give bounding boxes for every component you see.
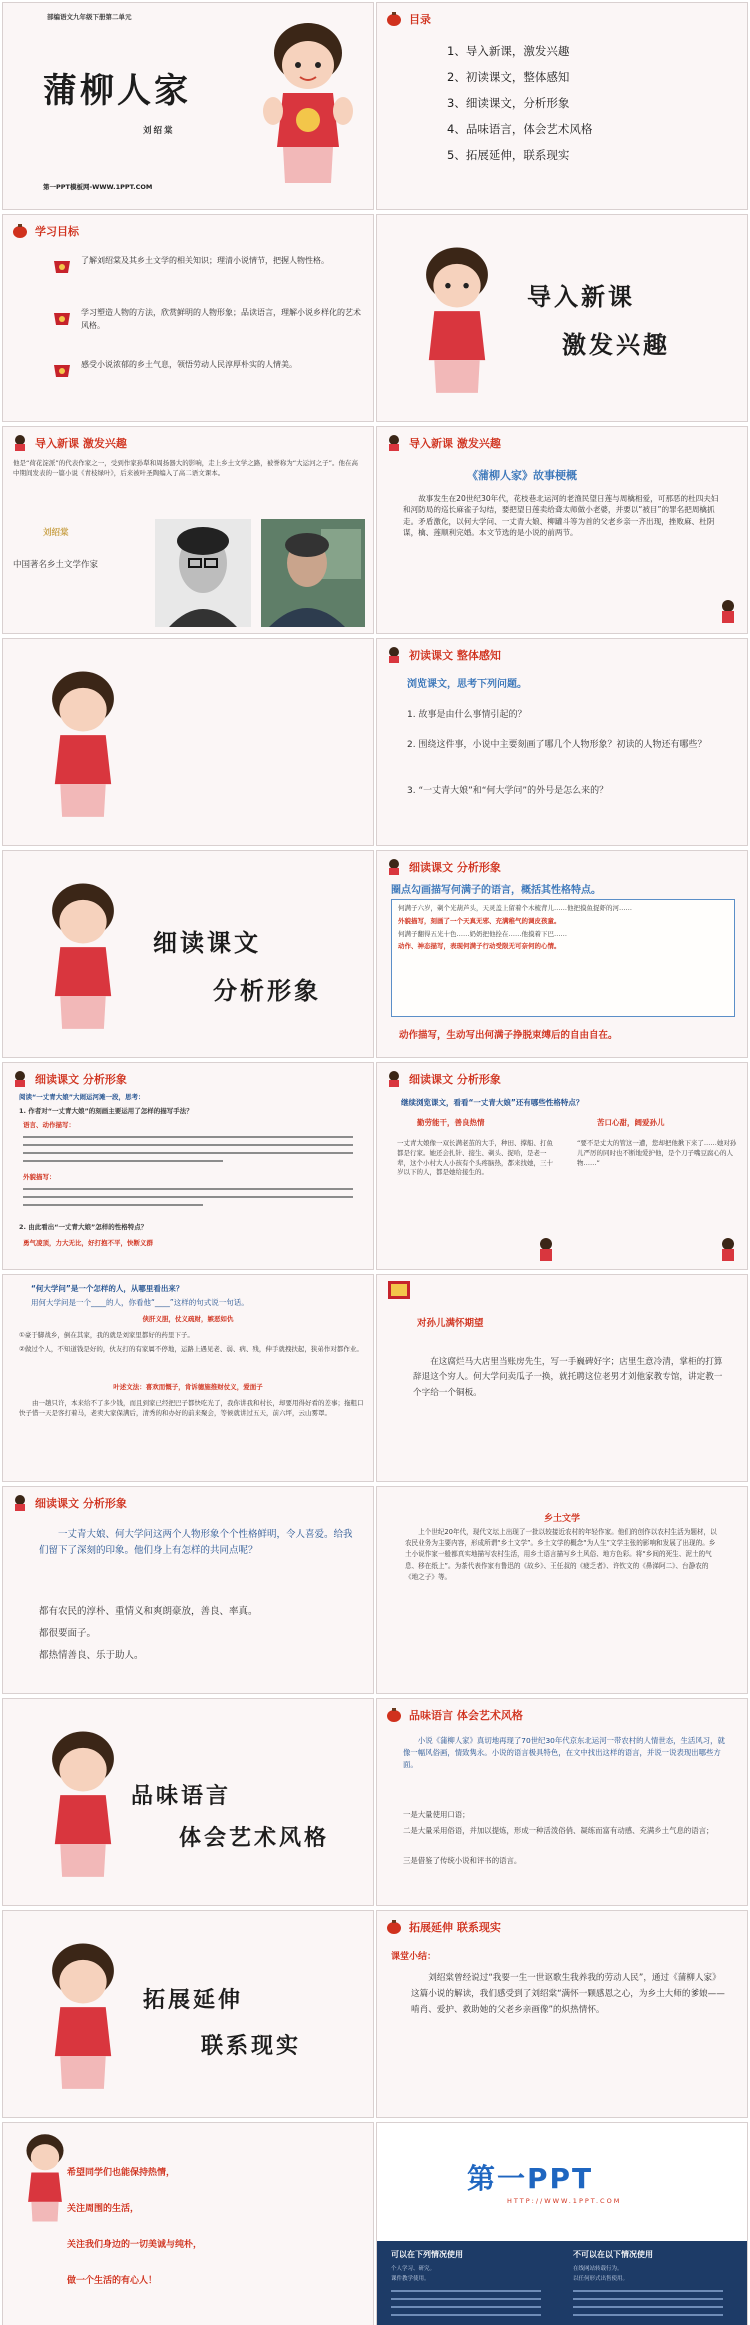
toc-header <box>385 9 739 29</box>
heman-quote: 何满子六岁，剃个光葫芦头，天灵盖上留着个木梳背儿……他把摸鱼捉虾的河…… <box>398 904 632 912</box>
slide-local-literature[interactable] <box>376 1486 748 1694</box>
toc-header-label: 目录 <box>409 12 431 26</box>
book-icon <box>385 1275 415 1303</box>
toc-item[interactable]: 1、导入新课，激发兴趣 <box>447 44 570 58</box>
forbidden-heading: 不可以在以下情况使用 <box>573 2250 653 2259</box>
author-name: 刘绍棠 <box>43 528 69 538</box>
slide-section-intro[interactable] <box>376 214 748 422</box>
slide-toc[interactable] <box>376 2 748 210</box>
slide-hedaxuewen-2[interactable] <box>376 1274 748 1482</box>
toc-item[interactable]: 2、初读课文，整体感知 <box>447 70 570 84</box>
heman-conclusion: 动作描写，生动写出何满子挣脱束缚后的自由自在。 <box>399 1030 618 1041</box>
slide-common-traits[interactable] <box>2 1486 374 1694</box>
author-intro: 他是“荷花淀派”的代表作家之一，受到作家孙犁和周扬器大的影响，走上乡土文学之路，被誉称为“大运河之子”。他在高中期间发表的一篇小说《青枝绿叶》，后来被叶圣陶编入了高二语文课本。 <box>13 459 358 477</box>
slide-summary[interactable] <box>376 1910 748 2118</box>
language-header <box>385 1705 739 1725</box>
hdx1-answer: 侠肝义胆，仗义疏财，嫉恶如仇 <box>142 1315 234 1323</box>
section-line1: 拓展延伸 <box>143 1987 244 2013</box>
goals-header <box>11 221 365 241</box>
slide-synopsis[interactable] <box>376 426 748 634</box>
allowed-item: 个人学习、研究。 <box>391 2266 436 2272</box>
author-header <box>11 433 365 453</box>
yzq2-header <box>385 1069 739 1089</box>
section-line1: 导入新课 <box>527 282 635 311</box>
link-list-lines <box>391 2287 731 2323</box>
author-header-label: 导入新课 激发兴趣 <box>35 436 127 450</box>
trait-item: 都很要面子。 <box>39 1628 97 1639</box>
goal-badge-icon <box>51 255 73 277</box>
hdx1-point1: ①豪于脚战乡，倒在其家，我的就是刘家里都好的药里下子。 <box>19 1331 194 1339</box>
goal-item <box>51 255 361 277</box>
hdx1-point3: 由一趟只许，本来给不了多少钱，而且到家已经把巴子都快吃光了，我你讲我和村长，却要用得好看的差事；拖粗口快子惜一天是客打着马，老卖大家保满后，清秀的和办好的前来聚会，等候就讲过五天，前六坪，云山雾罩。 <box>19 1399 364 1417</box>
slide-language-style[interactable] <box>376 1698 748 1906</box>
yzq2-left-title: 勤劳能干，善良热情 <box>417 1118 485 1127</box>
section-line1: 细读课文 <box>153 928 261 957</box>
traits-lead: 一丈青大娘、何大学问这两个人物形象个个性格鲜明，令人喜爱。给我们留下了深刻的印象。他们身上有怎样的共同点呢？ <box>39 1529 353 1556</box>
allowed-item: 课件教学使用。 <box>391 2276 430 2282</box>
trait-item: 都热情善良、乐于助人。 <box>39 1650 144 1661</box>
cover-top-note: 部编语文九年级下册第二单元 <box>47 13 132 21</box>
doll-small-icon <box>11 434 29 452</box>
closing-line: 关注我们身边的一切美诚与纯朴， <box>67 2240 203 2250</box>
first-reading-header <box>385 645 739 665</box>
doll-icon <box>407 237 507 407</box>
language-lead: 小说《蒲柳人家》真切地再现了70世纪30年代京东北运河一带农村的人情世态，生活风习，就像一幅风俗画，情致隽永。小说的语言极具特色，在文中找出这样的语言，并说一说表现出哪些方面。 <box>403 1736 725 1770</box>
closing-line: 做一个生活的有心人！ <box>67 2276 158 2286</box>
slide-template-info[interactable] <box>376 2122 748 2325</box>
goal-text: 了解刘绍棠及其乡土文学的相关知识；理清小说情节，把握人物性格。 <box>81 256 329 265</box>
goal-badge-icon <box>51 307 73 329</box>
forbidden-item: 以任何形式出售使用。 <box>573 2276 629 2282</box>
doll-small-icon <box>385 858 403 876</box>
slide-closing[interactable] <box>2 2122 374 2325</box>
doll-small-icon <box>385 1070 403 1088</box>
info-panel <box>377 2241 747 2325</box>
first-reading-header-label: 初读课文 整体感知 <box>409 648 501 662</box>
goal-item <box>51 359 361 381</box>
heman-note-action: 动作、神态描写，表现何满子行动受限无可奈何的心情。 <box>398 942 561 951</box>
trait-item: 都有农民的淳朴、重情义和爽朗豪放，善良、率真。 <box>39 1606 258 1617</box>
doll-small-icon <box>11 1070 29 1088</box>
section-line2: 分析形象 <box>213 976 321 1005</box>
toc-item[interactable]: 5、拓展延伸，联系现实 <box>447 148 570 162</box>
hdx1-point2: ②做过个人，不知道钱是好的，伙友打的有家属不停地，运路上遇见老、弱、病、残，伸手就拽扶起，狭弟作对都作业。 <box>19 1345 363 1353</box>
yzq2-header-label: 细读课文 分析形象 <box>409 1072 501 1086</box>
section-line2: 激发兴趣 <box>562 330 670 359</box>
doll-small-icon <box>385 434 403 452</box>
yzq2-right-text: “要不是丈大的管这一遭，您却把他揪下来了……她对孙儿严厉的同时也不断地爱护他，是个刀子嘴豆腐心的人物……” <box>577 1139 737 1167</box>
doll-icon <box>33 1721 133 1891</box>
slide-author[interactable] <box>2 426 374 634</box>
slide-yizhangqing-1[interactable] <box>2 1062 374 1270</box>
doll-icon <box>33 661 133 831</box>
doll-small-icon <box>537 1237 555 1263</box>
section-line2: 联系现实 <box>201 2033 302 2059</box>
slide-hedaxuewen-1[interactable] <box>2 1274 374 1482</box>
section-line2: 体会艺术风格 <box>179 1825 330 1851</box>
yzq1-text-lines <box>23 1133 359 1167</box>
yzq2-right-title: 苦口心甜，阔爱孙儿 <box>597 1118 665 1127</box>
language-point: 三是借鉴了传统小说和评书的语言。 <box>403 1856 522 1865</box>
slide-heman-zi[interactable] <box>376 850 748 1058</box>
lantern-icon <box>385 1706 403 1724</box>
summary-body: 刘绍棠曾经说过“我要一生一世讴歌生我养我的劳动人民”，通过《蒲柳人家》这篇小说的解读，我们感受到了刘绍棠“满怀一颗感恩之心，为乡土大师的爹娘——啃肖、爱护、救助她的父老乡亲画像”的炽热情怀。 <box>411 1973 725 2015</box>
section-line1: 品味语言 <box>131 1783 232 1809</box>
synopsis-body: 故事发生在20世纪30年代，花枝巷北运河的老渔民望日莲与周檎相爱，可那恶的杜四夫妇和河防局的巡长麻雀子勾结，要把望日莲卖给聋太师做小老婆，并要以“被目”的罪名把周檎抓走。矛盾激化，以何大学问、一丈青大娘、柳罐斗等为首的父老乡亲一齐出现，挫败麻、杜阴谋，檎、莲顺利完婚。本文节选的是小说的前两节。 <box>403 494 719 538</box>
slide-goals[interactable] <box>2 214 374 422</box>
heman-quote-box <box>391 899 735 1017</box>
slide-first-reading[interactable] <box>376 638 748 846</box>
allowed-heading: 可以在下列情况使用 <box>391 2250 463 2259</box>
cover-title: 蒲柳人家 <box>43 71 191 111</box>
yzq1-a1: 语言、动作描写： <box>23 1121 75 1129</box>
yzq2-left-text: 一丈青大娘像一双长满老茧的大手，种田、撑船、打鱼都是行家。她还会扎针、接生、剃头、捉哈，是老一辈，这个小村大人小孩有个头疼脑热，都来找她，三十岁以下的人，都是她给接生的。 <box>397 1139 553 1177</box>
language-point: 二是大量采用俗语，并加以提炼，形成一种活泼俗俏、凝练而富有动感、充满乡土气息的语言； <box>403 1826 714 1835</box>
toc-item[interactable]: 4、品味语言，体会艺术风格 <box>447 122 593 136</box>
hdx1-fill: 用何大学问是一个____的人，你看他“____”这样的句式说一句话。 <box>31 1298 249 1307</box>
doll-icon <box>33 873 133 1043</box>
doll-icon <box>33 1933 133 2103</box>
doll-small-icon <box>11 1494 29 1512</box>
lantern-icon <box>385 10 403 28</box>
goal-item <box>51 307 361 333</box>
synopsis-subtitle: 《蒲柳人家》故事梗概 <box>467 469 577 482</box>
closing-line: 关注周围的生活， <box>67 2204 140 2214</box>
summary-subtitle: 课堂小结： <box>391 1952 437 1962</box>
doll-small-icon <box>385 646 403 664</box>
yzq1-text-lines-2 <box>23 1185 359 1211</box>
lantern-icon <box>385 1918 403 1936</box>
goal-badge-icon <box>51 359 73 381</box>
heman-detail: 何满子翻得五光十色……奶奶把他拴在……他摸着下巴…… <box>398 929 567 938</box>
slide-yizhangqing-2[interactable] <box>376 1062 748 1270</box>
yzq1-a3: 勇气凌顶，力大无比，好打抱不平，快断义群 <box>23 1239 153 1247</box>
author-photo-old <box>261 519 365 627</box>
first-reading-prompt: 浏览课文，思考下列问题。 <box>407 679 527 690</box>
hdx1-answer2: 叶述文法：喜欢而慨子，肯诉德施推财仗义，爱面子 <box>113 1383 263 1391</box>
local-lit-body: 上个世纪20年代，现代文坛上出现了一批以较接近农村的年轻作家。他们的创作以农村生活为题材，以农民业务为主要内容，形成所谓“乡土文学”。乡土文学的概念“为人生”文学主张的影响和发展了出现的。乡土小说作家一般都真实地描写农村生活，用乡土语言描写乡土风俗、地方色彩。将“乡间的死生、泥土的气息、移在纸上”。为茶代表作家有鲁迅的《故乡》、王任叔的《疲乏者》、许钦文的《鼻涕阿二》、台静农的《地之子》等。 <box>405 1528 717 1581</box>
yzq1-a2: 外貌描写： <box>23 1173 56 1181</box>
slide-section-reading[interactable] <box>2 638 374 846</box>
heman-prompt: 圈点勾画描写何满子的语言，概括其性格特点。 <box>391 885 601 896</box>
ppt-url[interactable]: HTTP://WWW.1PPT.COM <box>507 2197 622 2205</box>
goal-text: 感受小说浓郁的乡土气息，领悟劳动人民淳厚朴实的人情美。 <box>81 360 297 369</box>
ppt-logo: 第一PPT <box>467 2162 594 2195</box>
slide-cover[interactable] <box>2 2 374 210</box>
forbidden-item: 在线网站转载行为。 <box>573 2266 623 2272</box>
lantern-icon <box>11 222 29 240</box>
slide-section-language[interactable] <box>2 1698 374 1906</box>
author-photo-young <box>155 519 251 627</box>
goal-text: 学习塑造人物的方法，欣赏鲜明的人物形象；品读语言，理解小说乡样化的艺术风格。 <box>81 308 361 330</box>
goals-header-label: 学习目标 <box>35 224 79 238</box>
heman-header-label: 细读课文 分析形象 <box>409 860 501 874</box>
question-item: 1. 故事是由什么事情引起的？ <box>407 710 527 720</box>
slide-section-analysis[interactable] <box>2 850 374 1058</box>
author-caption: 中国著名乡土文学作家 <box>13 560 99 570</box>
heman-header <box>385 857 739 877</box>
heman-note-appearance: 外貌描写，刻画了一个天真无邪、充满稚气的调皮孩童。 <box>398 916 561 925</box>
local-lit-title: 乡土文学 <box>543 1514 580 1524</box>
synopsis-header <box>385 433 739 453</box>
toc-item[interactable]: 3、细读课文，分析形象 <box>447 96 570 110</box>
question-item: 3. “一丈青大娘”和“何大学问”的外号是怎么来的？ <box>407 786 609 796</box>
summary-header-label: 拓展延伸 联系现实 <box>409 1920 501 1934</box>
summary-header <box>385 1917 739 1937</box>
traits-header <box>11 1493 365 1513</box>
language-header-label: 品味语言 体会艺术风格 <box>409 1708 523 1722</box>
question-item: 2. 围绕这件事，小说中主要刻画了哪几个人物形象？初读的人物还有哪些？ <box>407 740 707 750</box>
doll-icon <box>253 15 363 195</box>
doll-icon <box>15 2129 75 2229</box>
cover-author: 刘绍棠 <box>143 126 175 136</box>
yzq1-header-label: 细读课文 分析形象 <box>35 1072 127 1086</box>
hdx2-subtitle: 对孙儿满怀期望 <box>417 1318 484 1329</box>
yzq1-header <box>11 1069 365 1089</box>
doll-small-icon <box>719 1237 737 1263</box>
hdx1-prompt: “何大学问”是一个怎样的人，从哪里看出来？ <box>31 1284 184 1293</box>
yzq2-prompt: 继续浏览课文，看看“一丈青大娘”还有哪些性格特点？ <box>401 1098 584 1107</box>
cover-site: 第一PPT模板网-WWW.1PPT.COM <box>43 183 153 191</box>
hdx2-body: 在这腐烂马大店里当账房先生，写一手巍碑好字；店里生意冷清，掌柜的打算辞退这个穷人。何大学问卖瓜子一换，就托聘这位老男才刘他家教专馆，讲定教一个字给一个铜板。 <box>413 1357 723 1398</box>
traits-header-label: 细读课文 分析形象 <box>35 1496 127 1510</box>
yzq1-q2: 2. 由此看出“一丈青大娘”怎样的性格特点？ <box>19 1223 148 1231</box>
yzq1-prompt: 阅读“一丈青大娘”大闹运河滩一段，思考： <box>19 1093 145 1101</box>
doll-small-icon <box>719 599 737 625</box>
closing-line: 希望同学们也能保持热情， <box>67 2168 176 2178</box>
slide-section-extension[interactable] <box>2 1910 374 2118</box>
yzq1-q1: 1. 作者对“一丈青大娘”的刻画主要运用了怎样的描写手法？ <box>19 1107 193 1115</box>
synopsis-header-label: 导入新课 激发兴趣 <box>409 436 501 450</box>
language-point: 一是大量使用口语； <box>403 1810 470 1819</box>
